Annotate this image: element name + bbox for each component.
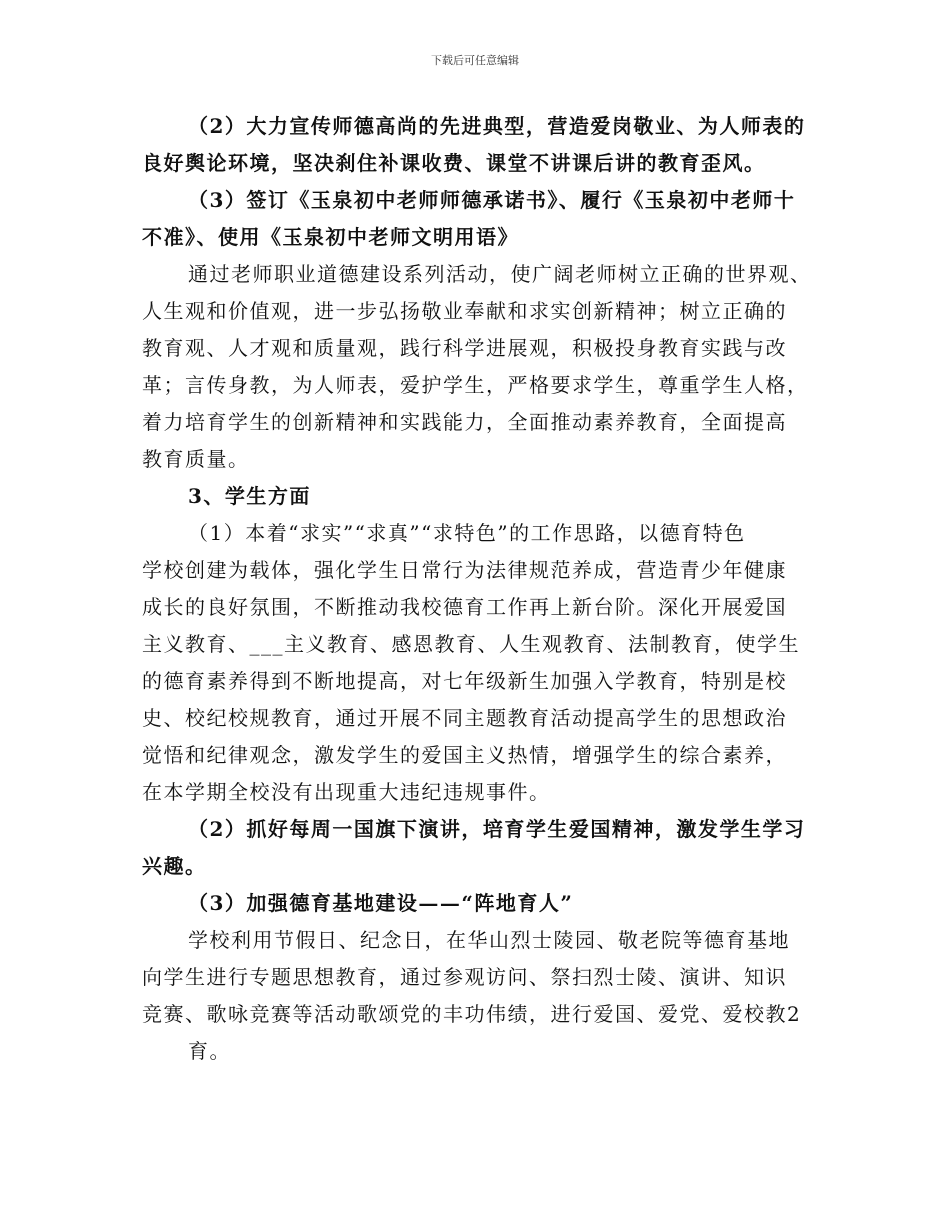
text-line: 觉悟和纪律观念，激发学生的爱国主义热情，增强学生的综合素养， — [142, 743, 787, 767]
text-line: 不准》、使用《玉泉初中老师文明用语》 — [142, 225, 519, 249]
text-line: （1）本着“求实”“求真”“求特色”的工作思路，以德育特色 — [188, 521, 746, 545]
text-line: （2）大力宣传师德高尚的先进典型，营造爱岗敬业、为人师表的 — [188, 114, 806, 138]
text-line: 向学生进行专题思想教育，通过参观访问、祭扫烈士陵、演讲、知识 — [142, 965, 787, 989]
page-header: 下载后可任意编辑 — [431, 54, 519, 67]
text-line: （2）抓好每周一国旗下演讲，培育学生爱国精神，激发学生学习 — [188, 817, 806, 841]
text-line: 兴趣。 — [142, 854, 207, 878]
text-line: （3）加强德育基地建设——“阵地育人” — [188, 891, 574, 915]
text-line: 竞赛、歌咏竞赛等活动歌颂党的丰功伟绩，进行爱国、爱党、爱校教2 — [142, 1002, 802, 1026]
text-line: 教育质量。 — [142, 447, 250, 471]
text-line: 3、学生方面 — [188, 484, 311, 508]
text-line: 人生观和价值观，进一步弘扬敬业奉献和求实创新精神；树立正确的 — [142, 299, 787, 323]
text-line: 学校创建为载体，强化学生日常行为法律规范养成，营造青少年健康 — [142, 558, 787, 582]
text-line: 通过老师职业道德建设系列活动，使广阔老师树立正确的世界观、 — [188, 262, 812, 286]
text-line: 成长的良好氛围，不断推动我校德育工作再上新台阶。深化开展爱国 — [142, 595, 787, 619]
text-line: 在本学期全校没有出现重大违纪违规事件。 — [142, 780, 551, 804]
document-body — [142, 108, 812, 1070]
text-line: 革；言传身教，为人师表，爱护学生，严格要求学生，尊重学生人格， — [142, 373, 809, 397]
text-line: 史、校纪校规教育，通过开展不同主题教育活动提高学生的思想政治 — [142, 706, 787, 730]
text-line: 学校利用节假日、纪念日，在华山烈士陵园、敬老院等德育基地 — [188, 928, 790, 952]
text-line: 着力培育学生的创新精神和实践能力，全面推动素养教育，全面提高 — [142, 410, 787, 434]
text-line: 的德育素养得到不断地提高，对七年级新生加强入学教育，特别是校 — [142, 669, 787, 693]
text-line: 主义教育、___主义教育、感恩教育、人生观教育、法制教育，使学生 — [142, 632, 800, 656]
text-line: 育。 — [188, 1039, 231, 1063]
text-line: （3）签订《玉泉初中老师师德承诺书》、履行《玉泉初中老师十 — [188, 188, 796, 212]
text-line: 良好舆论环境，坚决刹住补课收费、课堂不讲课后讲的教育歪风。 — [142, 151, 766, 175]
text-line: 教育观、人才观和质量观，践行科学进展观，积极投身教育实践与改 — [142, 336, 787, 360]
